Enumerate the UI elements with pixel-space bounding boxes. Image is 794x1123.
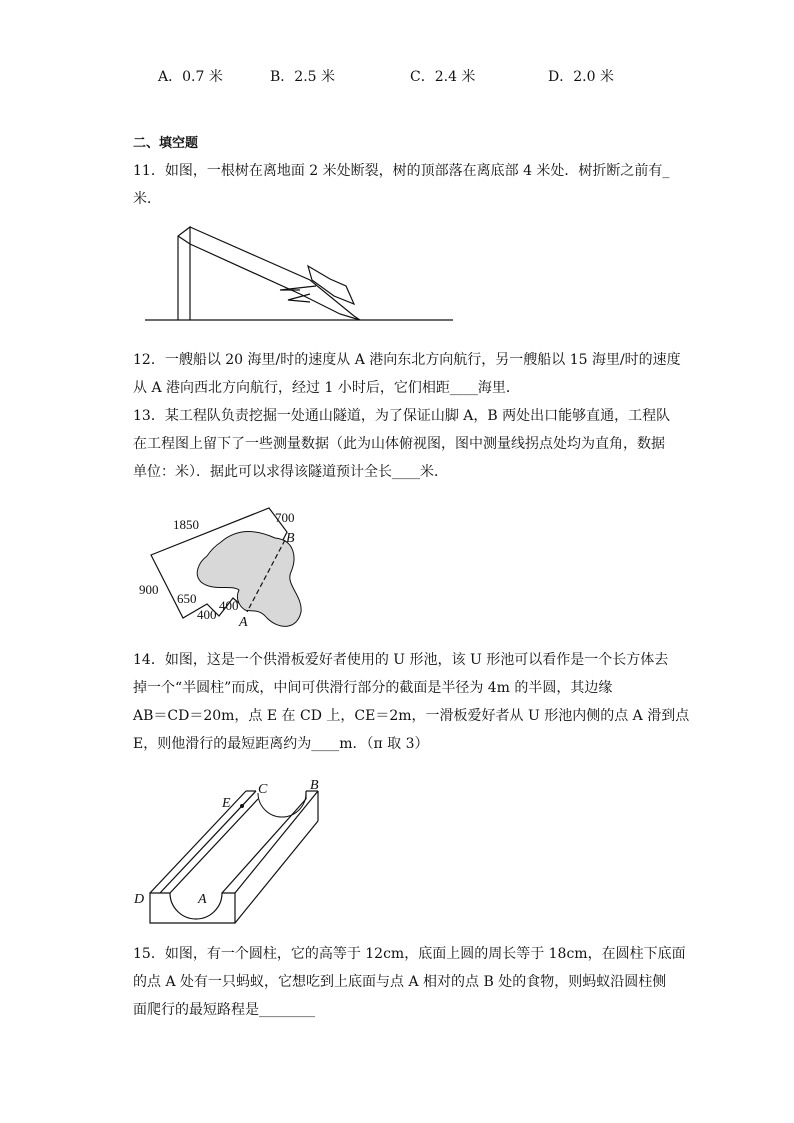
question-text-line: 掉一个“半圆柱”而成，中间可供滑行部分的截面是半径为 4m 的半圆，其边缘 [133, 680, 613, 696]
question-12 [133, 346, 681, 402]
question-text-line: 的点 A 处有一只蚂蚁，它想吃到上底面与点 A 相对的点 B 处的食物，则蚂蚁沿圆柱侧 [133, 974, 667, 990]
tree-fallen-top [190, 227, 360, 320]
question-text-line: 面爬行的最短路程是________ [133, 1002, 315, 1018]
section-heading: 二、填空题 [133, 136, 199, 151]
broken-tree-figure [140, 222, 460, 327]
question-text-line: 单位：米）．据此可以求得该隧道预计全长____米． [133, 464, 448, 480]
label-650: 650 [177, 591, 197, 606]
label-c: C [258, 782, 268, 797]
label-b: B [286, 531, 295, 546]
label-a: A [198, 892, 207, 907]
question-text-line: 15．如图，有一个圆柱，它的高等于 12cm，底面上圆的周长等于 18cm，在圆柱下底面 [133, 946, 686, 962]
tree-branch [308, 266, 354, 304]
pool-front-face [150, 893, 235, 923]
option-c: C．2.4 米 [410, 69, 476, 85]
question-14 [133, 646, 690, 758]
question-11 [133, 157, 670, 213]
question-text-line: 11．如图，一根树在离地面 2 米处断裂，树的顶部落在离底部 4 米处．树折断之前有_ [133, 163, 670, 179]
option-b: B．2.5 米 [270, 69, 336, 85]
label-700: 700 [275, 510, 295, 525]
u-pool-figure [130, 773, 330, 933]
option-a: A．0.7 米 [158, 69, 223, 85]
question-15 [133, 940, 686, 1024]
question-text-line: 在工程图上留下了一些测量数据（此为山体俯视图，图中测量线拐点处均为直角，数据 [133, 436, 665, 452]
label-a: A [239, 615, 248, 630]
question-text-line: E，则他滑行的最短距离约为____m．（π 取 3） [133, 736, 429, 752]
label-d: D [134, 892, 145, 907]
tunnel-survey-figure [135, 500, 315, 640]
label-b: B [310, 778, 319, 793]
question-text-line: 13．某工程队负责挖掘一处通山隧道，为了保证山脚 A，B 两处出口能够直通，工程队 [133, 408, 671, 424]
question-text-line: AB＝CD＝20m，点 E 在 CD 上，CE＝2m，一滑板爱好者从 U 形池内侧的点 A 滑到点 [133, 708, 690, 724]
tree-trunk [178, 227, 190, 320]
label-900: 900 [139, 582, 159, 597]
option-d: D．2.0 米 [548, 69, 614, 85]
point-e [240, 804, 244, 808]
label-e: E [222, 796, 231, 811]
question-text-line: 14．如图，这是一个供滑板爱好者使用的 U 形池，该 U 形池可以看作是一个长方体去 [133, 652, 669, 668]
question-13 [133, 402, 671, 486]
label-400-right: 400 [219, 598, 239, 613]
question-text-line: 12．一艘船以 20 海里/时的速度从 A 港向东北方向航行，另一艘船以 15 海里/时的速度 [133, 352, 681, 368]
label-1850: 1850 [173, 517, 199, 532]
question-text-line: 从 A 港向西北方向航行，经过 1 小时后，它们相距____海里． [133, 380, 520, 396]
label-400-bottom: 400 [197, 607, 217, 622]
question-text-line: 米． [133, 191, 161, 207]
